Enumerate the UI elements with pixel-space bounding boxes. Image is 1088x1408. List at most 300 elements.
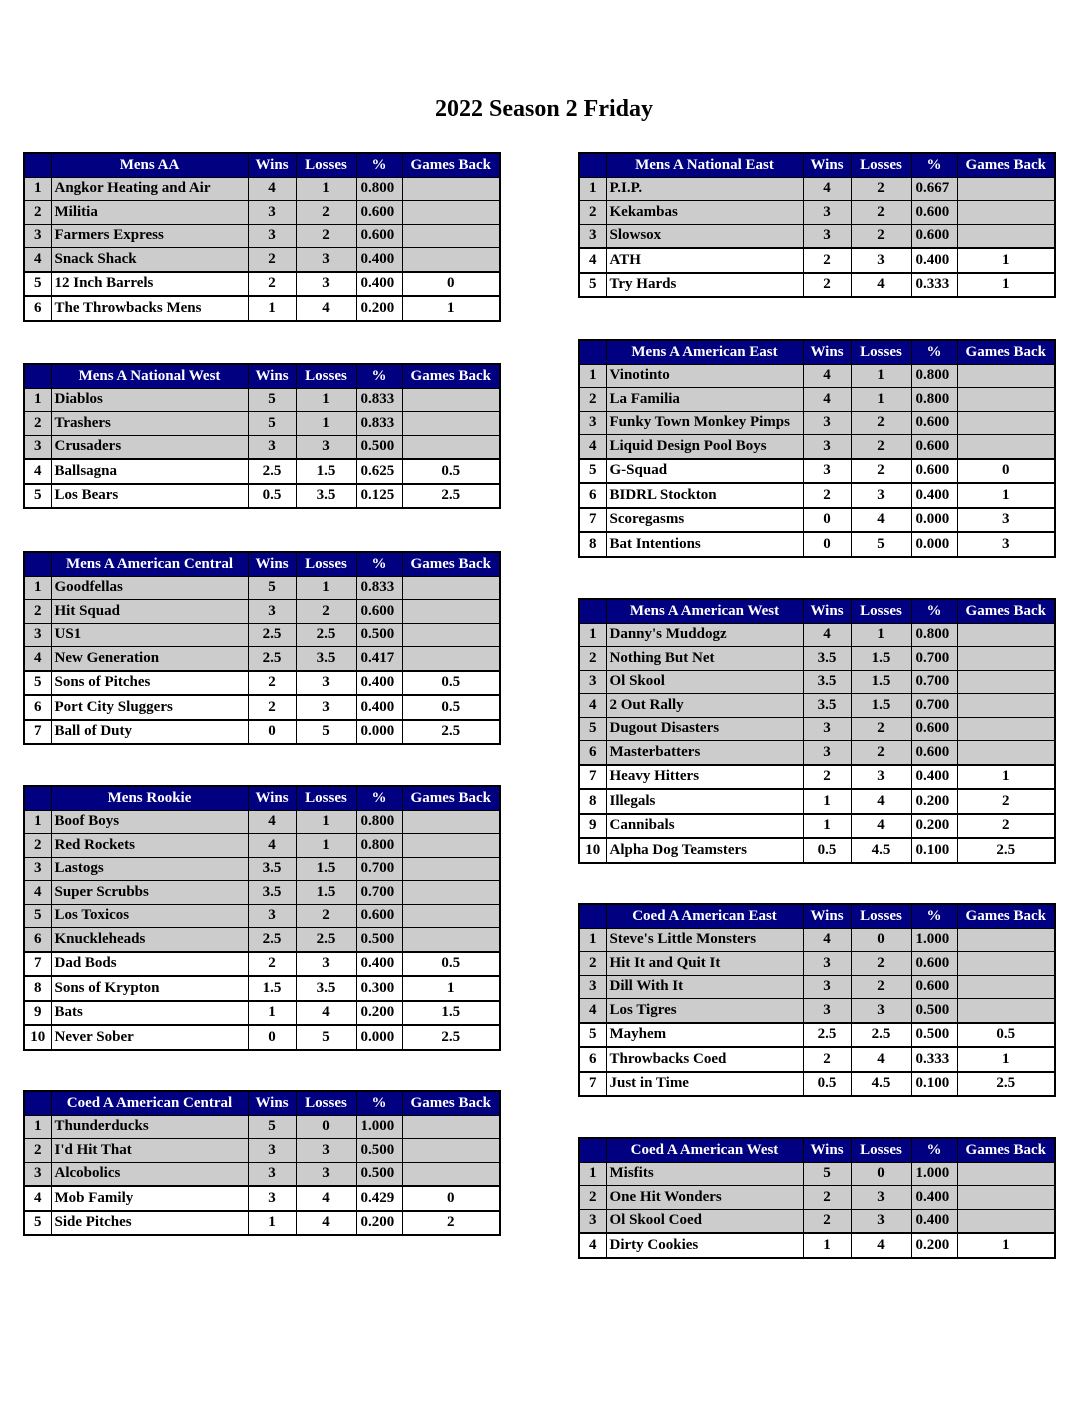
games-back-cell [402,810,500,834]
pct-cell: 0.700 [356,857,402,881]
losses-cell: 3 [851,248,911,273]
team-name-cell: Danny's Muddogz [606,623,803,647]
rank-cell: 4 [24,1186,51,1211]
losses-cell: 2 [296,904,356,928]
games-back-cell [402,647,500,671]
table-row [579,717,1055,741]
pct-cell: 0.300 [356,976,402,1001]
table-row [24,1186,500,1211]
losses-cell: 2 [296,224,356,248]
losses-cell: 3 [851,1209,911,1233]
rank-cell: 6 [24,928,51,952]
rank-cell: 5 [24,484,51,509]
table-row [24,928,500,952]
team-name-cell: Heavy Hitters [606,765,803,790]
pct-cell: 0.700 [911,694,957,718]
wins-header: Wins [248,552,296,576]
games-back-cell: 2.5 [402,1025,500,1050]
pct-cell: 0.000 [911,508,957,533]
games-back-cell [957,928,1055,952]
games-back-cell [402,1115,500,1139]
pct-header: % [356,1091,402,1115]
team-name-cell: Trashers [51,412,248,436]
losses-cell: 2 [851,952,911,976]
rank-cell: 7 [579,508,606,533]
pct-cell: 0.417 [356,647,402,671]
games-back-cell: 0 [402,1186,500,1211]
losses-cell: 4 [851,789,911,814]
losses-cell: 3 [296,248,356,272]
wins-cell: 3 [803,999,851,1023]
losses-cell: 1 [851,623,911,647]
standings-table-mens-rookie [23,785,501,1051]
wins-cell: 2 [803,1186,851,1210]
table-row [579,838,1055,863]
losses-header: Losses [851,1138,911,1162]
wins-cell: 1 [248,1211,296,1236]
games-back-cell [957,717,1055,741]
division-name: Coed A American East [606,904,803,928]
games-back-cell [957,1209,1055,1233]
rank-cell: 8 [579,789,606,814]
games-back-cell [957,388,1055,412]
team-name-cell: G-Squad [606,459,803,484]
division-name: Mens A American West [606,599,803,623]
pct-cell: 0.400 [911,483,957,508]
games-back-header: Games Back [402,786,500,810]
team-name-cell: Crusaders [51,435,248,459]
team-name-cell: Dugout Disasters [606,717,803,741]
team-name-cell: Los Bears [51,484,248,509]
division-name: Mens A American East [606,340,803,364]
pct-cell: 0.667 [911,177,957,201]
pct-cell: 0.400 [911,1209,957,1233]
pct-cell: 0.200 [356,1211,402,1236]
games-back-cell [402,435,500,459]
wins-cell: 0.5 [803,838,851,863]
games-back-cell [957,435,1055,459]
table-row [579,623,1055,647]
division-name: Coed A American Central [51,1091,248,1115]
wins-cell: 3 [248,224,296,248]
games-back-cell: 3 [957,508,1055,533]
losses-cell: 3 [296,1139,356,1163]
wins-cell: 1 [248,296,296,321]
rank-cell: 4 [24,881,51,905]
table-row [24,1211,500,1236]
pct-cell: 0.833 [356,576,402,600]
team-name-cell: Sons of Krypton [51,976,248,1001]
wins-cell: 2 [248,272,296,297]
team-name-cell: Super Scrubbs [51,881,248,905]
wins-cell: 3 [248,1186,296,1211]
team-name-cell: New Generation [51,647,248,671]
games-back-cell [402,388,500,412]
pct-cell: 0.500 [356,623,402,647]
wins-header: Wins [248,786,296,810]
rank-cell: 7 [24,720,51,745]
wins-cell: 5 [248,1115,296,1139]
rank-cell: 3 [24,435,51,459]
losses-cell: 1.5 [851,670,911,694]
losses-cell: 1 [296,177,356,201]
games-back-cell: 0.5 [402,459,500,484]
team-name-cell: Bats [51,1001,248,1026]
games-back-cell: 0.5 [402,695,500,720]
rank-header [579,1138,606,1162]
pct-header: % [911,153,957,177]
pct-cell: 0.200 [356,296,402,321]
standings-table-mens-a-national-west [23,363,501,509]
losses-cell: 3 [296,272,356,297]
losses-cell: 2.5 [851,1023,911,1048]
rank-cell: 1 [24,388,51,412]
rank-cell: 7 [579,1072,606,1097]
rank-cell: 2 [579,388,606,412]
rank-cell: 5 [579,459,606,484]
games-back-cell: 0 [957,459,1055,484]
table-row [579,999,1055,1023]
wins-cell: 0 [248,720,296,745]
games-back-cell: 2 [957,814,1055,839]
rank-header [24,552,51,576]
pct-cell: 0.800 [911,623,957,647]
standings-table-mens-a-american-central [23,551,501,745]
losses-header: Losses [296,364,356,388]
table-row [579,1023,1055,1048]
rank-cell: 6 [579,483,606,508]
losses-cell: 5 [296,720,356,745]
wins-header: Wins [803,904,851,928]
table-row [24,484,500,509]
table-row [24,647,500,671]
rank-cell: 2 [579,647,606,671]
team-name-cell: Ballsagna [51,459,248,484]
wins-cell: 0 [803,508,851,533]
losses-cell: 2 [851,224,911,248]
losses-cell: 3 [296,671,356,696]
wins-header: Wins [248,1091,296,1115]
wins-cell: 0.5 [248,484,296,509]
team-name-cell: Steve's Little Monsters [606,928,803,952]
pct-cell: 0.500 [911,999,957,1023]
losses-cell: 2 [296,201,356,225]
table-row [24,1139,500,1163]
team-name-cell: Ol Skool [606,670,803,694]
rank-cell: 2 [24,600,51,624]
table-row [579,508,1055,533]
team-name-cell: ATH [606,248,803,273]
wins-header: Wins [803,153,851,177]
pct-cell: 0.400 [356,695,402,720]
table-row [579,765,1055,790]
rank-header [579,340,606,364]
rank-cell: 5 [579,717,606,741]
rank-cell: 3 [24,1162,51,1186]
rank-cell: 4 [24,647,51,671]
table-row [579,1233,1055,1258]
losses-cell: 1.5 [296,459,356,484]
losses-header: Losses [851,904,911,928]
losses-cell: 1.5 [296,857,356,881]
wins-cell: 3 [803,741,851,765]
losses-cell: 3.5 [296,647,356,671]
losses-header: Losses [851,340,911,364]
wins-cell: 3 [248,201,296,225]
rank-cell: 1 [579,623,606,647]
table-row [579,928,1055,952]
games-back-cell [957,224,1055,248]
games-back-cell: 2 [402,1211,500,1236]
pct-cell: 0.100 [911,838,957,863]
table-row [579,1186,1055,1210]
games-back-cell [402,904,500,928]
losses-cell: 3 [296,952,356,977]
games-back-cell [402,177,500,201]
table-row [579,201,1055,225]
table-row [579,532,1055,557]
table-row [24,201,500,225]
rank-cell: 3 [579,975,606,999]
rank-cell: 1 [579,1162,606,1186]
losses-cell: 1 [296,810,356,834]
pct-cell: 0.600 [911,741,957,765]
pct-cell: 0.400 [911,1186,957,1210]
wins-cell: 4 [248,810,296,834]
division-name: Mens A National East [606,153,803,177]
table-row [579,1162,1055,1186]
games-back-cell: 2.5 [957,838,1055,863]
losses-cell: 4 [851,273,911,298]
table-row [579,670,1055,694]
table-row [579,1047,1055,1072]
team-name-cell: Nothing But Net [606,647,803,671]
pct-cell: 1.000 [911,928,957,952]
losses-cell: 2 [851,459,911,484]
games-back-cell [957,623,1055,647]
games-back-header: Games Back [402,364,500,388]
team-name-cell: 2 Out Rally [606,694,803,718]
wins-cell: 2.5 [248,623,296,647]
losses-cell: 3.5 [296,484,356,509]
standings-table-mens-a-national-east [578,152,1056,298]
division-name: Coed A American West [606,1138,803,1162]
team-name-cell: P.I.P. [606,177,803,201]
losses-cell: 2 [851,435,911,459]
games-back-cell [402,928,500,952]
table-row [24,1001,500,1026]
table-row [24,576,500,600]
team-name-cell: Angkor Heating and Air [51,177,248,201]
wins-cell: 2 [248,952,296,977]
games-back-cell [402,248,500,272]
games-back-cell: 3 [957,532,1055,557]
wins-cell: 2.5 [803,1023,851,1048]
rank-cell: 8 [579,532,606,557]
team-name-cell: Goodfellas [51,576,248,600]
table-row [24,720,500,745]
table-header-row [579,340,1055,364]
table-header-row [579,904,1055,928]
games-back-cell: 2.5 [957,1072,1055,1097]
rank-cell: 4 [579,248,606,273]
losses-cell: 3.5 [296,976,356,1001]
pct-cell: 0.200 [356,1001,402,1026]
pct-cell: 0.800 [356,810,402,834]
division-name: Mens A American Central [51,552,248,576]
team-name-cell: US1 [51,623,248,647]
standings-table-coed-a-american-east [578,903,1056,1097]
table-row [579,388,1055,412]
losses-cell: 4 [296,1001,356,1026]
wins-cell: 5 [248,412,296,436]
games-back-header: Games Back [957,1138,1055,1162]
wins-cell: 1 [803,1233,851,1258]
rank-cell: 3 [579,1209,606,1233]
rank-cell: 2 [24,1139,51,1163]
losses-cell: 4 [851,1233,911,1258]
rank-cell: 5 [24,272,51,297]
losses-cell: 3 [851,765,911,790]
team-name-cell: Never Sober [51,1025,248,1050]
table-row [24,600,500,624]
losses-cell: 2 [296,600,356,624]
table-row [579,741,1055,765]
rank-cell: 5 [24,904,51,928]
rank-cell: 3 [24,623,51,647]
rank-cell: 4 [579,435,606,459]
games-back-cell: 2 [957,789,1055,814]
rank-cell: 2 [579,952,606,976]
games-back-cell [402,412,500,436]
games-back-cell [957,670,1055,694]
team-name-cell: Mayhem [606,1023,803,1048]
games-back-cell: 0.5 [402,671,500,696]
rank-cell: 6 [24,695,51,720]
games-back-cell: 1 [957,248,1055,273]
rank-cell: 10 [579,838,606,863]
losses-cell: 3 [296,695,356,720]
rank-header [579,904,606,928]
wins-cell: 3 [248,1139,296,1163]
games-back-cell: 1 [957,273,1055,298]
pct-cell: 0.500 [356,435,402,459]
rank-cell: 1 [24,1115,51,1139]
pct-cell: 0.800 [911,388,957,412]
rank-header [579,153,606,177]
wins-cell: 2 [803,1209,851,1233]
team-name-cell: Ol Skool Coed [606,1209,803,1233]
table-row [24,459,500,484]
games-back-cell [957,975,1055,999]
table-row [24,435,500,459]
wins-cell: 2 [248,671,296,696]
losses-cell: 1.5 [296,881,356,905]
team-name-cell: La Familia [606,388,803,412]
games-back-header: Games Back [957,340,1055,364]
rank-cell: 4 [579,694,606,718]
wins-cell: 3 [803,952,851,976]
rank-cell: 7 [579,765,606,790]
pct-cell: 0.400 [911,248,957,273]
rank-cell: 2 [579,201,606,225]
pct-header: % [356,153,402,177]
rank-cell: 5 [24,671,51,696]
wins-cell: 3 [248,435,296,459]
losses-header: Losses [851,599,911,623]
pct-cell: 0.600 [911,201,957,225]
losses-cell: 3 [851,483,911,508]
rank-cell: 3 [579,224,606,248]
team-name-cell: Bat Intentions [606,532,803,557]
games-back-cell [402,1162,500,1186]
wins-cell: 5 [248,388,296,412]
wins-cell: 3 [803,224,851,248]
standings-table-mens-aa [23,152,501,322]
games-back-cell [402,1139,500,1163]
losses-cell: 1 [296,576,356,600]
wins-cell: 0 [248,1025,296,1050]
division-name: Mens A National West [51,364,248,388]
losses-cell: 0 [851,928,911,952]
losses-cell: 2.5 [296,623,356,647]
rank-cell: 6 [24,296,51,321]
team-name-cell: Cannibals [606,814,803,839]
pct-cell: 0.500 [356,1139,402,1163]
losses-cell: 1 [296,412,356,436]
wins-cell: 1 [803,789,851,814]
table-row [24,695,500,720]
table-row [24,412,500,436]
pct-cell: 0.333 [911,273,957,298]
wins-cell: 4 [803,364,851,388]
pct-cell: 0.833 [356,388,402,412]
pct-cell: 0.000 [356,720,402,745]
wins-cell: 4 [803,928,851,952]
pct-cell: 0.625 [356,459,402,484]
table-row [579,364,1055,388]
table-row [24,248,500,272]
losses-header: Losses [296,1091,356,1115]
losses-cell: 1 [296,834,356,858]
losses-cell: 4 [296,1186,356,1211]
wins-cell: 0.5 [803,1072,851,1097]
table-header-row [24,1091,500,1115]
games-back-cell [957,1186,1055,1210]
table-row [24,1115,500,1139]
wins-cell: 3 [248,1162,296,1186]
team-name-cell: Snack Shack [51,248,248,272]
pct-header: % [356,786,402,810]
table-row [579,1209,1055,1233]
pct-cell: 0.200 [911,789,957,814]
losses-cell: 3 [296,1162,356,1186]
table-header-row [24,153,500,177]
games-back-cell [957,1162,1055,1186]
pct-header: % [911,1138,957,1162]
games-back-cell: 1.5 [402,1001,500,1026]
wins-cell: 5 [803,1162,851,1186]
games-back-cell [402,857,500,881]
table-header-row [24,786,500,810]
table-row [24,1025,500,1050]
rank-cell: 4 [24,459,51,484]
losses-cell: 4 [851,1047,911,1072]
losses-cell: 2 [851,177,911,201]
table-row [579,224,1055,248]
table-row [24,296,500,321]
standings-table-mens-a-american-west [578,598,1056,864]
